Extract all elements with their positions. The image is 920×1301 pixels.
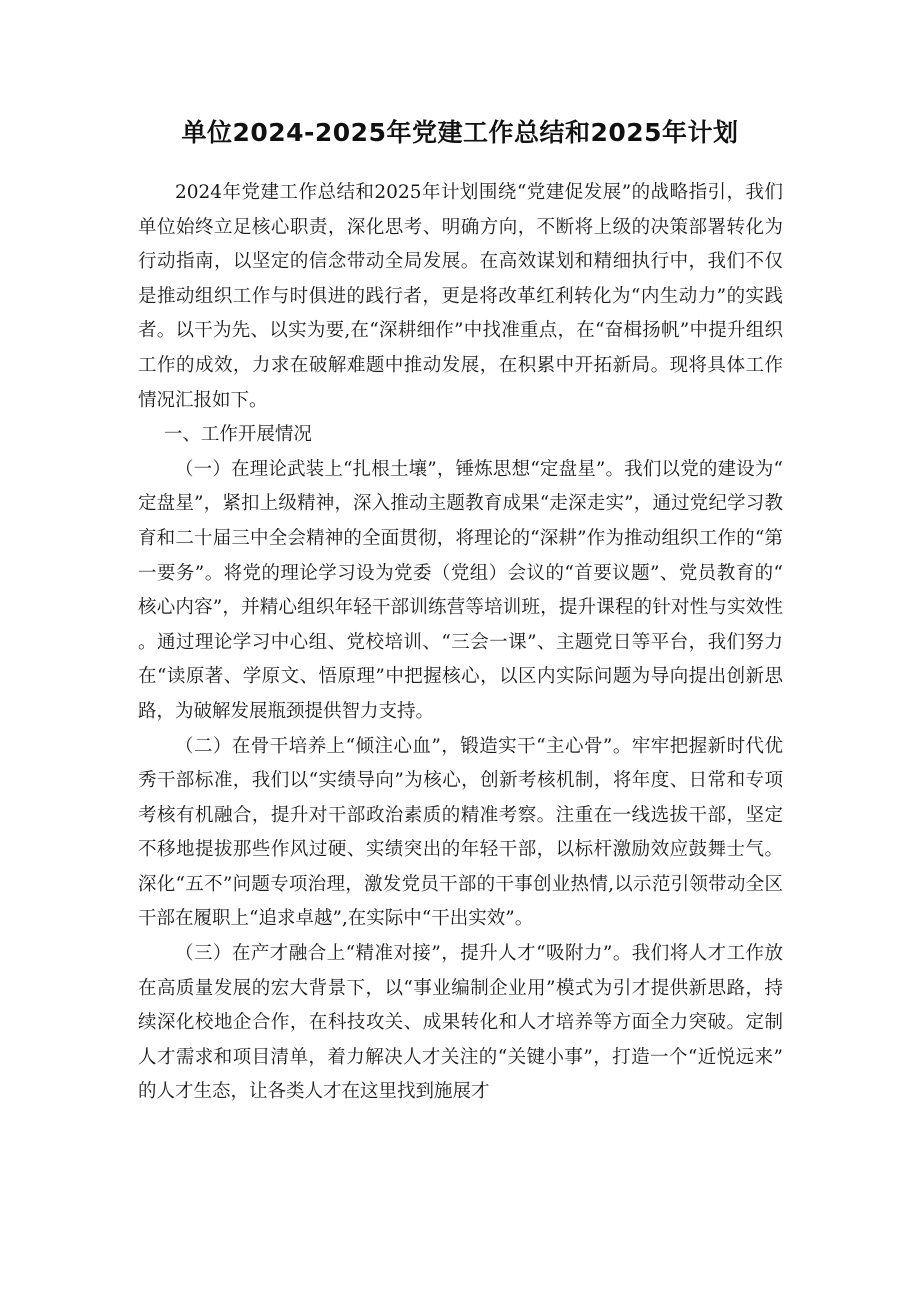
paragraph-talent-integration: （三）在产才融合上“精准对接”，提升人才“吸附力”。我们将人才工作放在高质量发展的宏大背景下，以“事业编制企业用”模式为引才提供新思路，持续深化校地企合作，在科技攻关、成果转化和人才培养等方面全力突破。定制人才需求和项目清单，着力解决人才关注的“关键小事”，打造一个“近悦远来”的人才生态，让各类人才在这里找到施展才: [138, 943, 783, 1103]
paragraph-cadre-training: （二）在骨干培养上“倾注心血”，锻造实干“主心骨”。牢牢把握新时代优秀干部标准，我们以“实绩导向”为核心，创新考核机制，将年度、日常和专项考核有机融合，提升对干部政治素质的精准考察。注重在一线选拔干部，坚定不移地提拔那些作风过硬、实绩突出的年轻干部，以标杆激励效应鼓舞士气。深化“五不”问题专项治理，激发党员干部的干事创业热情,以示范引领带动全区干部在履职上“追求卓越”,在实际中“干出实效”。: [138, 735, 783, 930]
document-body: [138, 176, 783, 1110]
paragraph-theory: （一）在理论武装上“扎根土壤”，锤炼思想“定盘星”。我们以党的建设为“定盘星”，紧扣上级精神，深入推动主题教育成果“走深走实”，通过党纪学习教育和二十届三中全会精神的全面贯彻，将理论的“深耕”作为推动组织工作的“第一要务”。将党的理论学习设为党委（党组）会议的“首要议题”、党员教育的“核心内容”，并精心组织年轻干部训练营等培训班，提升课程的针对性与实效性。通过理论学习中心组、党校培训、“三会一课”、主题党日等平台，我们努力在“读原著、学原文、悟原理”中把握核心，以区内实际问题为导向提出创新思路，为破解发展瓶颈提供智力支持。: [138, 458, 783, 722]
document-title: 单位2024-2025年党建工作总结和2025年计划: [181, 118, 739, 147]
section-heading-work-status: 一、工作开展情况: [163, 424, 312, 446]
paragraph-intro: 2024年党建工作总结和2025年计划围绕“党建促发展”的战略指引，我们单位始终立足核心职责，深化思考、明确方向，不断将上级的决策部署转化为行动指南，以坚定的信念带动全局发展。在高效谋划和精细执行中，我们不仅是推动组织工作与时俱进的践行者，更是将改革红利转化为“内生动力”的实践者。以干为先、以实为要,在“深耕细作”中找准重点，在“奋楫扬帆”中提升组织工作的成效，力求在破解难题中推动发展，在积累中开拓新局。现将具体工作情况汇报如下。: [138, 182, 783, 411]
